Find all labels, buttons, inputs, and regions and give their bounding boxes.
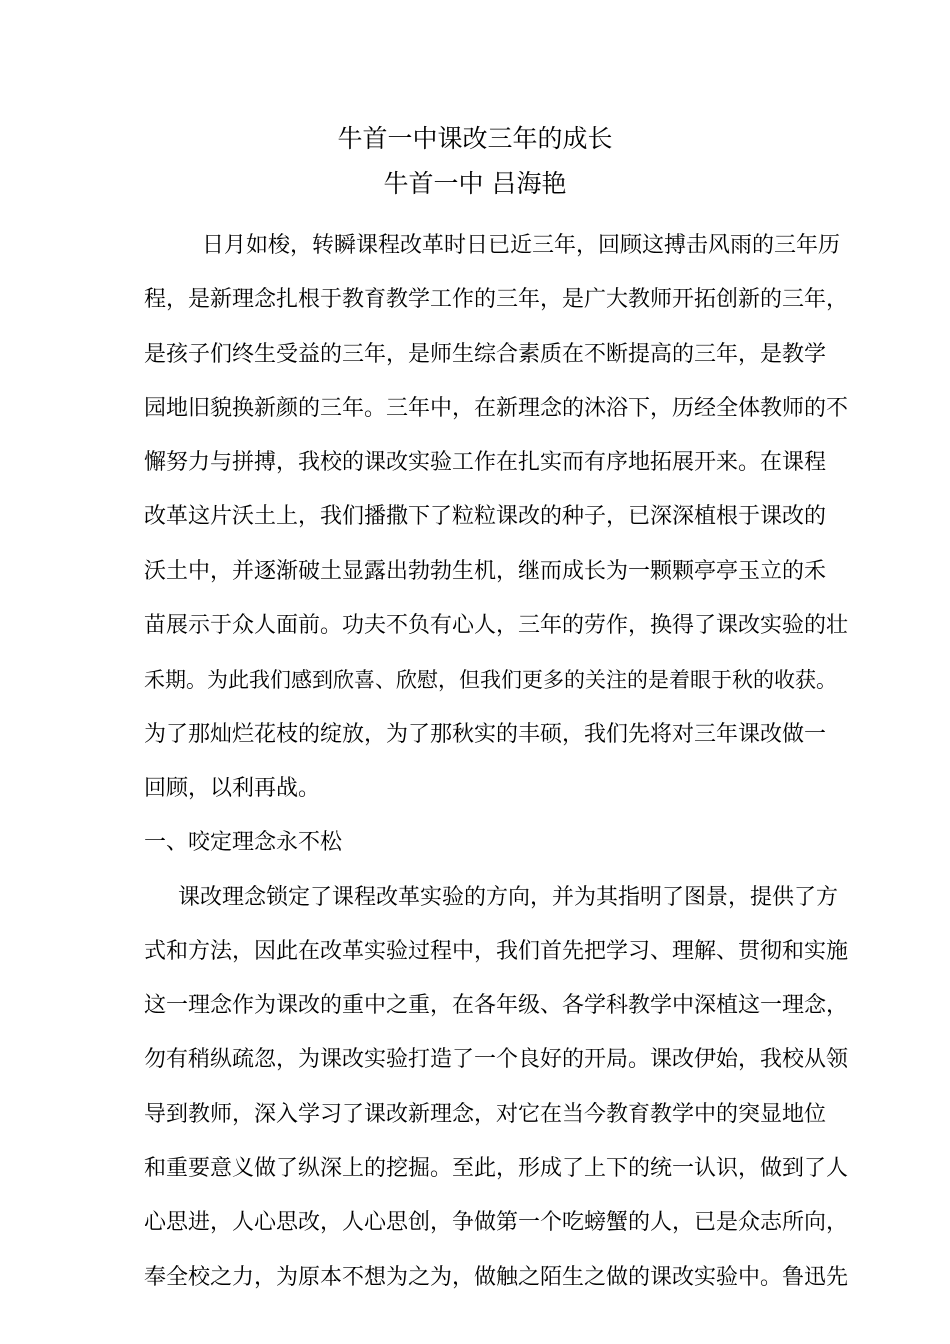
text-line: 奉全校之力，为原本不想为之为，做触之陌生之做的课改实验中。鲁迅先 [144, 1264, 849, 1290]
text-line: 园地旧貌换新颜的三年。三年中，在新理念的沐浴下，历经全体教师的不 [144, 395, 849, 421]
text-line: 心思进，人心思改，人心思创，争做第一个吃螃蟹的人，已是众志所向， [144, 1210, 849, 1236]
document-author: 牛首一中 吕海艳 [383, 169, 567, 198]
text-line: 导到教师，深入学习了课改新理念，对它在当今教育教学中的突显地位 [144, 1101, 827, 1127]
text-line: 勿有稍纵疏忽，为课改实验打造了一个良好的开局。课改伊始，我校从领 [144, 1047, 849, 1073]
paragraph-2 [144, 871, 849, 1305]
text-line: 是孩子们终生受益的三年，是师生综合素质在不断提高的三年，是教学 [144, 341, 827, 367]
text-line: 课改理念锁定了课程改革实验的方向，并为其指明了图景，提供了方 [178, 884, 839, 910]
text-line: 程，是新理念扎根于教育教学工作的三年，是广大教师开拓创新的三年， [144, 287, 849, 313]
text-line: 苗展示于众人面前。功夫不负有心人，三年的劳作，换得了课改实验的壮 [144, 613, 849, 639]
paragraph-1 [144, 219, 849, 816]
text-line: 回顾，以利再战。 [144, 775, 321, 801]
text-line: 这一理念作为课改的重中之重，在各年级、各学科教学中深植这一理念， [144, 993, 849, 1019]
text-line: 禾期。为此我们感到欣喜、欣慰，但我们更多的关注的是着眼于秋的收获。 [144, 668, 837, 693]
text-line: 为了那灿烂花枝的绽放，为了那秋实的丰硕，我们先将对三年课改做一 [144, 721, 827, 747]
document-body [144, 219, 849, 1305]
text-line: 改革这片沃土上，我们播撒下了粒粒课改的种子，已深深植根于课改的 [144, 504, 827, 530]
text-line: 日月如梭，转瞬课程改革时日已近三年，回顾这搏击风雨的三年历 [202, 233, 841, 258]
text-line: 沃土中，并逐渐破土显露出勃勃生机，继而成长为一颗颗亭亭玉立的禾 [144, 558, 827, 584]
document-title: 牛首一中课改三年的成长 [337, 124, 613, 153]
text-line: 懈努力与拼搏，我校的课改实验工作在扎实而有序地拓展开来。在课程 [144, 450, 827, 476]
section-heading: 一、咬定理念永不松 [144, 830, 343, 856]
text-line: 式和方法，因此在改革实验过程中，我们首先把学习、理解、贯彻和实施 [144, 938, 849, 964]
text-line: 和重要意义做了纵深上的挖掘。至此，形成了上下的统一认识，做到了人 [144, 1156, 849, 1182]
